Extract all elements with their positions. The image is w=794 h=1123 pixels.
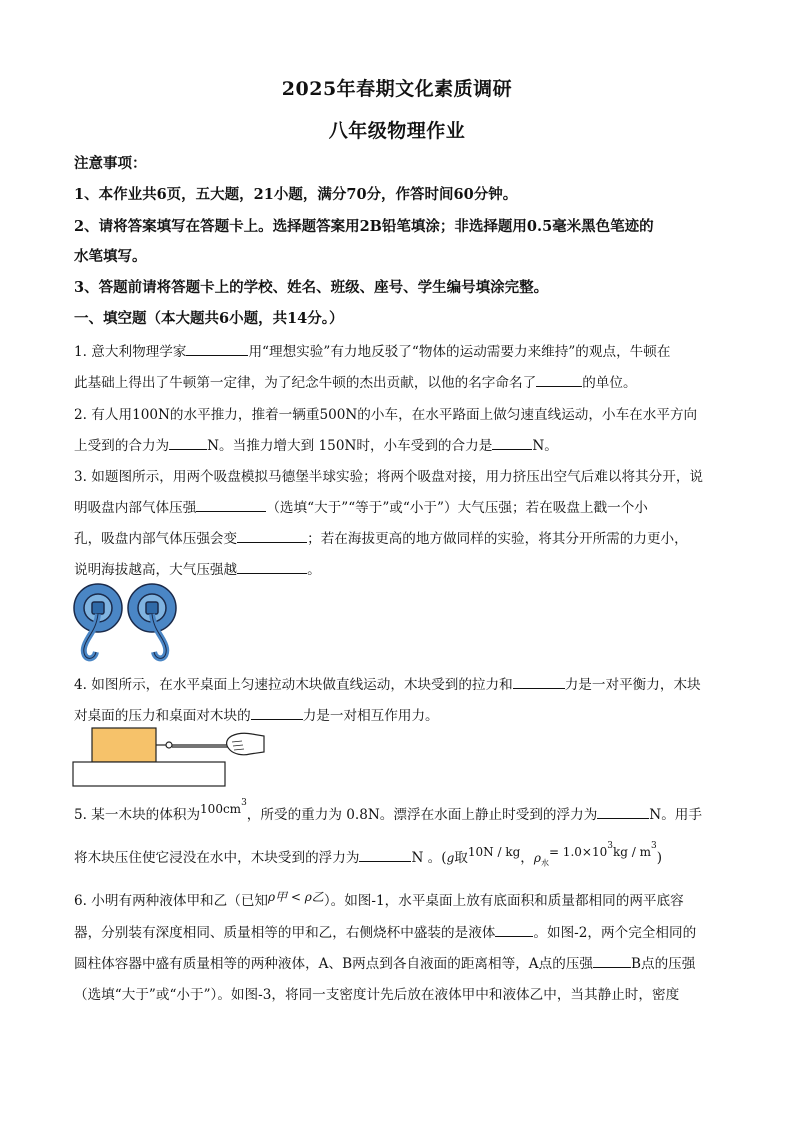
question-2-line-1: 2. 有人用100N的水平推力，推着一辆重500N的小车，在水平路面上做匀速直线运动，小车在水平方向 — [74, 407, 698, 423]
suction-cups-figure — [72, 582, 182, 662]
question-3-line-2: 明吸盘内部气体压强 （选填“大于”“等于”或“小于”）大气压强；若在吸盘上戳一个小 — [74, 500, 648, 516]
answer-blank[interactable] — [359, 848, 411, 862]
notice-item-3: 3、答题前请将答题卡上的学校、姓名、班级、座号、学生编号填涂完整。 — [74, 279, 549, 296]
question-6-line-4: （选填“大于”或“小于”）。如图-3，将同一支密度计先后放在液体甲中和液体乙中，当其静止时，密度 — [74, 987, 680, 1003]
question-1-line-1: 1. 意大利物理学家 用“理想实验”有力地反驳了“物体的运动需要力来维持”的观点，牛顿在 — [74, 344, 671, 360]
wood-block-figure — [70, 726, 270, 788]
answer-blank[interactable] — [237, 529, 307, 543]
answer-blank[interactable] — [495, 923, 533, 937]
notice-item-2-cont: 水笔填写。 — [74, 248, 147, 265]
answer-blank[interactable] — [169, 436, 207, 450]
question-2-line-2: 上受到的合力为 N。当推力增大到 150N时，小车受到的合力是 N。 — [74, 438, 558, 454]
question-5-line-1: 5. 某一木块的体积为$100cm^3$，所受的重力为 0.8N。漂浮在水面上静止时受到的浮力为 N。用手 — [74, 798, 702, 823]
answer-blank[interactable] — [186, 342, 248, 356]
answer-blank[interactable] — [536, 373, 582, 387]
answer-blank[interactable] — [251, 706, 303, 720]
question-4-line-2: 对桌面的压力和桌面对木块的 力是一对相互作用力。 — [74, 708, 439, 724]
question-3-line-3: 孔，吸盘内部气体压强会变 ；若在海拔更高的地方做同样的实验，将其分开所需的力更小， — [74, 531, 688, 547]
document-subtitle: 八年级物理作业 — [328, 120, 466, 142]
question-5-line-2: 将木块压住使它浸没在水中，木块受到的浮力为 N 。(g取10N / kg，$\rho_水= 1.0\times 10^3kg / m^3$) — [74, 841, 663, 868]
notice-item-1: 1、本作业共6页，五大题，21小题，满分70分，作答时间60分钟。 — [74, 186, 518, 203]
question-1-line-2: 此基础上得出了牛顿第一定律，为了纪念牛顿的杰出贡献，以他的名字命名了 的单位。 — [74, 375, 637, 391]
answer-blank[interactable] — [513, 675, 565, 689]
answer-blank[interactable] — [593, 954, 631, 968]
answer-blank[interactable] — [237, 560, 307, 574]
hand-icon — [227, 733, 264, 755]
document-title: 2025年春期文化素质调研 — [281, 78, 513, 100]
table — [73, 762, 225, 786]
answer-blank[interactable] — [196, 498, 266, 512]
answer-blank[interactable] — [597, 805, 649, 819]
question-3-line-1: 3. 如题图所示，用两个吸盘模拟马德堡半球实验；将两个吸盘对接，用力挤压出空气后难以将其分开，说 — [74, 469, 704, 485]
answer-blank[interactable] — [492, 436, 532, 450]
question-6-line-3: 圆柱体容器中盛有质量相等的两种液体，A、B两点到各自液面的距离相等，A点的压强 B点的压强 — [74, 956, 696, 972]
notice-item-2: 2、请将答案填写在答题卡上。选择题答案用2B铅笔填涂；非选择题用0.5毫米黑色笔迹的 — [74, 218, 654, 235]
question-6-line-1: 6. 小明有两种液体甲和乙（已知ρ甲 < ρ乙）。如图-1，水平桌面上放有底面积和质量都相同的两平底容 — [74, 890, 684, 909]
notice-heading: 注意事项： — [74, 155, 147, 172]
question-3-line-4: 说明海拔越高，大气压强越 。 — [74, 562, 321, 578]
question-6-line-2: 器，分别装有深度相同、质量相等的甲和乙，右侧烧杯中盛装的是液体 。如图-2，两个完全相同的 — [74, 925, 697, 941]
section-1-heading: 一、填空题（本大题共6小题，共14分。） — [74, 310, 344, 327]
question-4-line-1: 4. 如图所示，在水平桌面上匀速拉动木块做直线运动，木块受到的拉力和 力是一对平衡力，木块 — [74, 677, 701, 693]
wood-block — [92, 728, 156, 762]
